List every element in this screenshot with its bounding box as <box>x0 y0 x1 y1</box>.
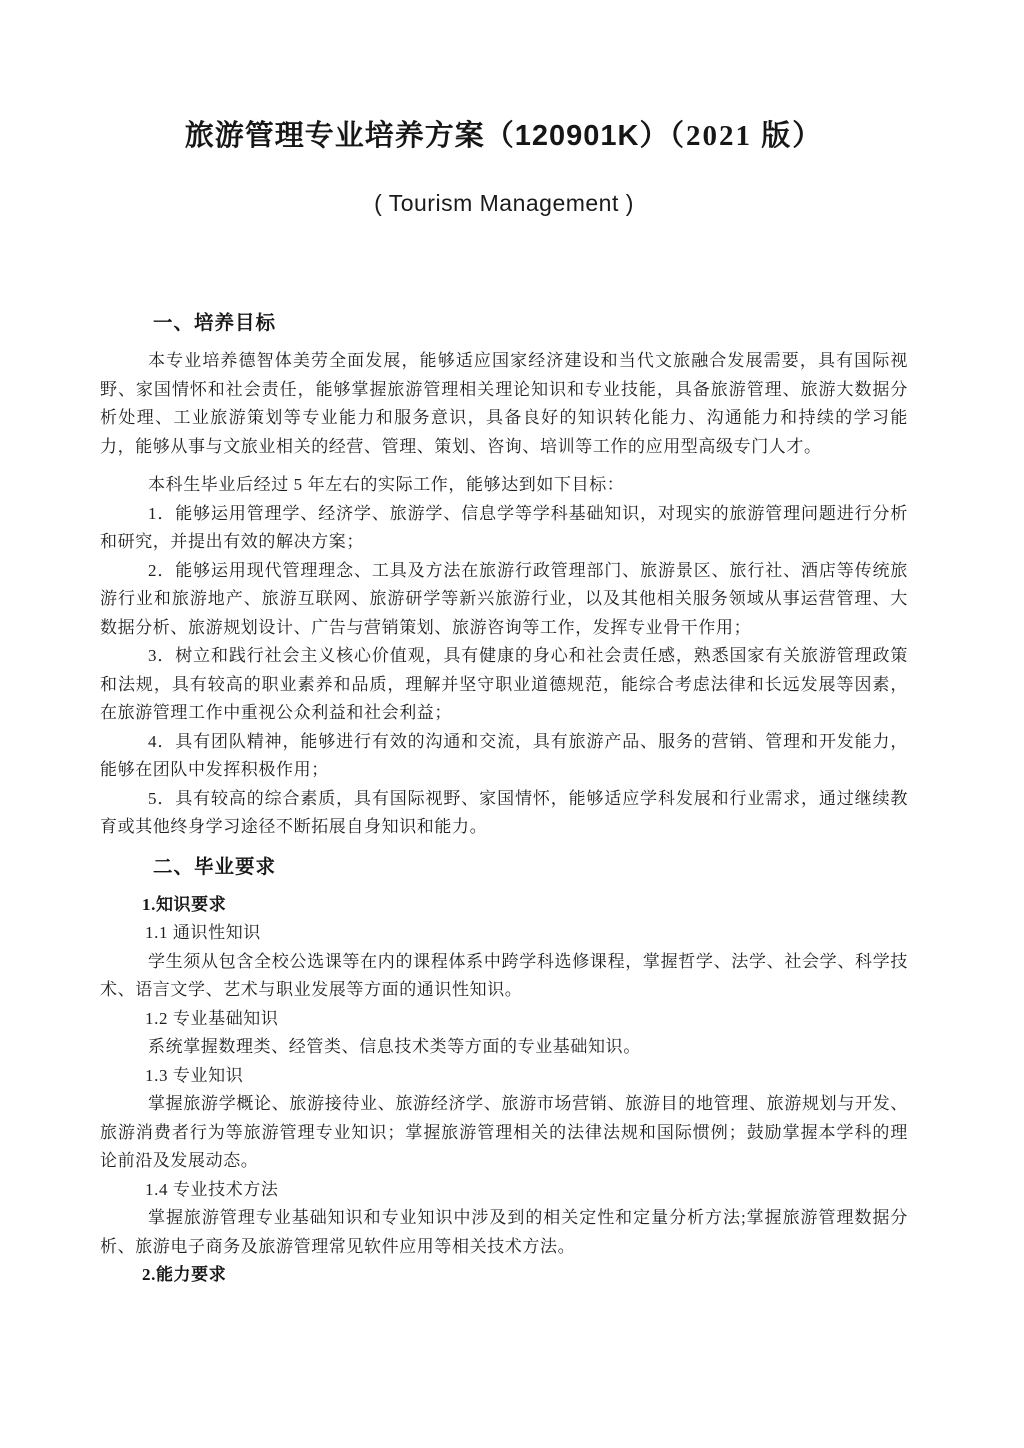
section-heading-graduation-requirements: 二、毕业要求 <box>153 855 277 878</box>
section-heading-training-objectives: 一、培养目标 <box>153 312 277 335</box>
title-version: （2021 版） <box>669 120 824 152</box>
training-objectives-intro-paragraph: 本专业培养德智体美劳全面发展，能够适应国家经济建设和当代文旅融合发展需要，具有国际视野、家国情怀和社会责任，能够掌握旅游管理相关理论知识和专业技能，具备旅游管理、旅游大数据分析处理、工业旅游策划等专业能力和服务意识，具备良好的知识转化能力、沟通能力和持续的学习能力，能够从事与文旅业相关的经营、管理、策划、咨询、培训等工作的应用型高级专门人才。 <box>100 351 908 456</box>
goal-item-4: 4．具有团队精神，能够进行有效的沟通和交流，具有旅游产品、服务的营销、管理和开发能力，能够在团队中发挥积极作用； <box>100 731 908 780</box>
graduate-goals-lead-paragraph: 本科生毕业后经过 5 年左右的实际工作，能够达到如下目标： <box>148 475 625 495</box>
knowledge-text-1-2: 系统掌握数理类、经管类、信息技术类等方面的专业基础知识。 <box>148 1037 641 1057</box>
knowledge-sub-heading-1-4: 1.4 专业技术方法 <box>145 1179 279 1199</box>
goal-item-5: 5．具有较高的综合素质，具有国际视野、家国情怀，能够适应学科发展和行业需求，通过继续教育或其他终身学习途径不断拓展自身知识和能力。 <box>100 788 908 837</box>
knowledge-requirements-heading: 1.知识要求 <box>142 894 227 914</box>
page-title <box>100 118 908 154</box>
knowledge-text-1-1: 学生须从包含全校公选课等在内的课程体系中跨学科选修课程，掌握哲学、法学、社会学、科学技术、语言文学、艺术与职业发展等方面的通识性知识。 <box>100 951 908 1000</box>
knowledge-sub-heading-1-3: 1.3 专业知识 <box>145 1065 244 1085</box>
ability-requirements-heading: 2.能力要求 <box>142 1265 227 1285</box>
goal-item-2: 2．能够运用现代管理理念、工具及方法在旅游行政管理部门、旅游景区、旅行社、酒店等传统旅游行业和旅游地产、旅游互联网、旅游研学等新兴旅游行业，以及其他相关服务领域从事运营管理、大数据分析、旅游规划设计、广告与营销策划、旅游咨询等工作，发挥专业骨干作用； <box>100 560 908 637</box>
goal-item-1: 1．能够运用管理学、经济学、旅游学、信息学等学科基础知识，对现实的旅游管理问题进行分析和研究，并提出有效的解决方案； <box>100 503 908 552</box>
page-subtitle-english: ( Tourism Management ) <box>374 190 634 217</box>
goal-item-3: 3．树立和践行社会主义核心价值观，具有健康的身心和社会责任感，熟悉国家有关旅游管理政策和法规，具有较高的职业素养和品质，理解并坚守职业道德规范，能综合考虑法律和长远发展等因素，在旅游管理工作中重视公众利益和社会利益； <box>100 646 908 723</box>
knowledge-text-1-3: 掌握旅游学概论、旅游接待业、旅游经济学、旅游市场营销、旅游目的地管理、旅游规划与开发、旅游消费者行为等旅游管理专业知识；掌握旅游管理相关的法律法规和国际惯例；鼓励掌握本学科的理论前沿及发展动态。 <box>100 1094 908 1171</box>
knowledge-text-1-4: 掌握旅游管理专业基础知识和专业知识中涉及到的相关定性和定量分析方法;掌握旅游管理数据分析、旅游电子商务及旅游管理常见软件应用等相关技术方法。 <box>100 1208 908 1256</box>
knowledge-sub-heading-1-2: 1.2 专业基础知识 <box>145 1008 279 1028</box>
title-main: 旅游管理专业培养方案（120901K） <box>184 120 670 152</box>
knowledge-sub-heading-1-1: 1.1 通识性知识 <box>145 923 261 943</box>
